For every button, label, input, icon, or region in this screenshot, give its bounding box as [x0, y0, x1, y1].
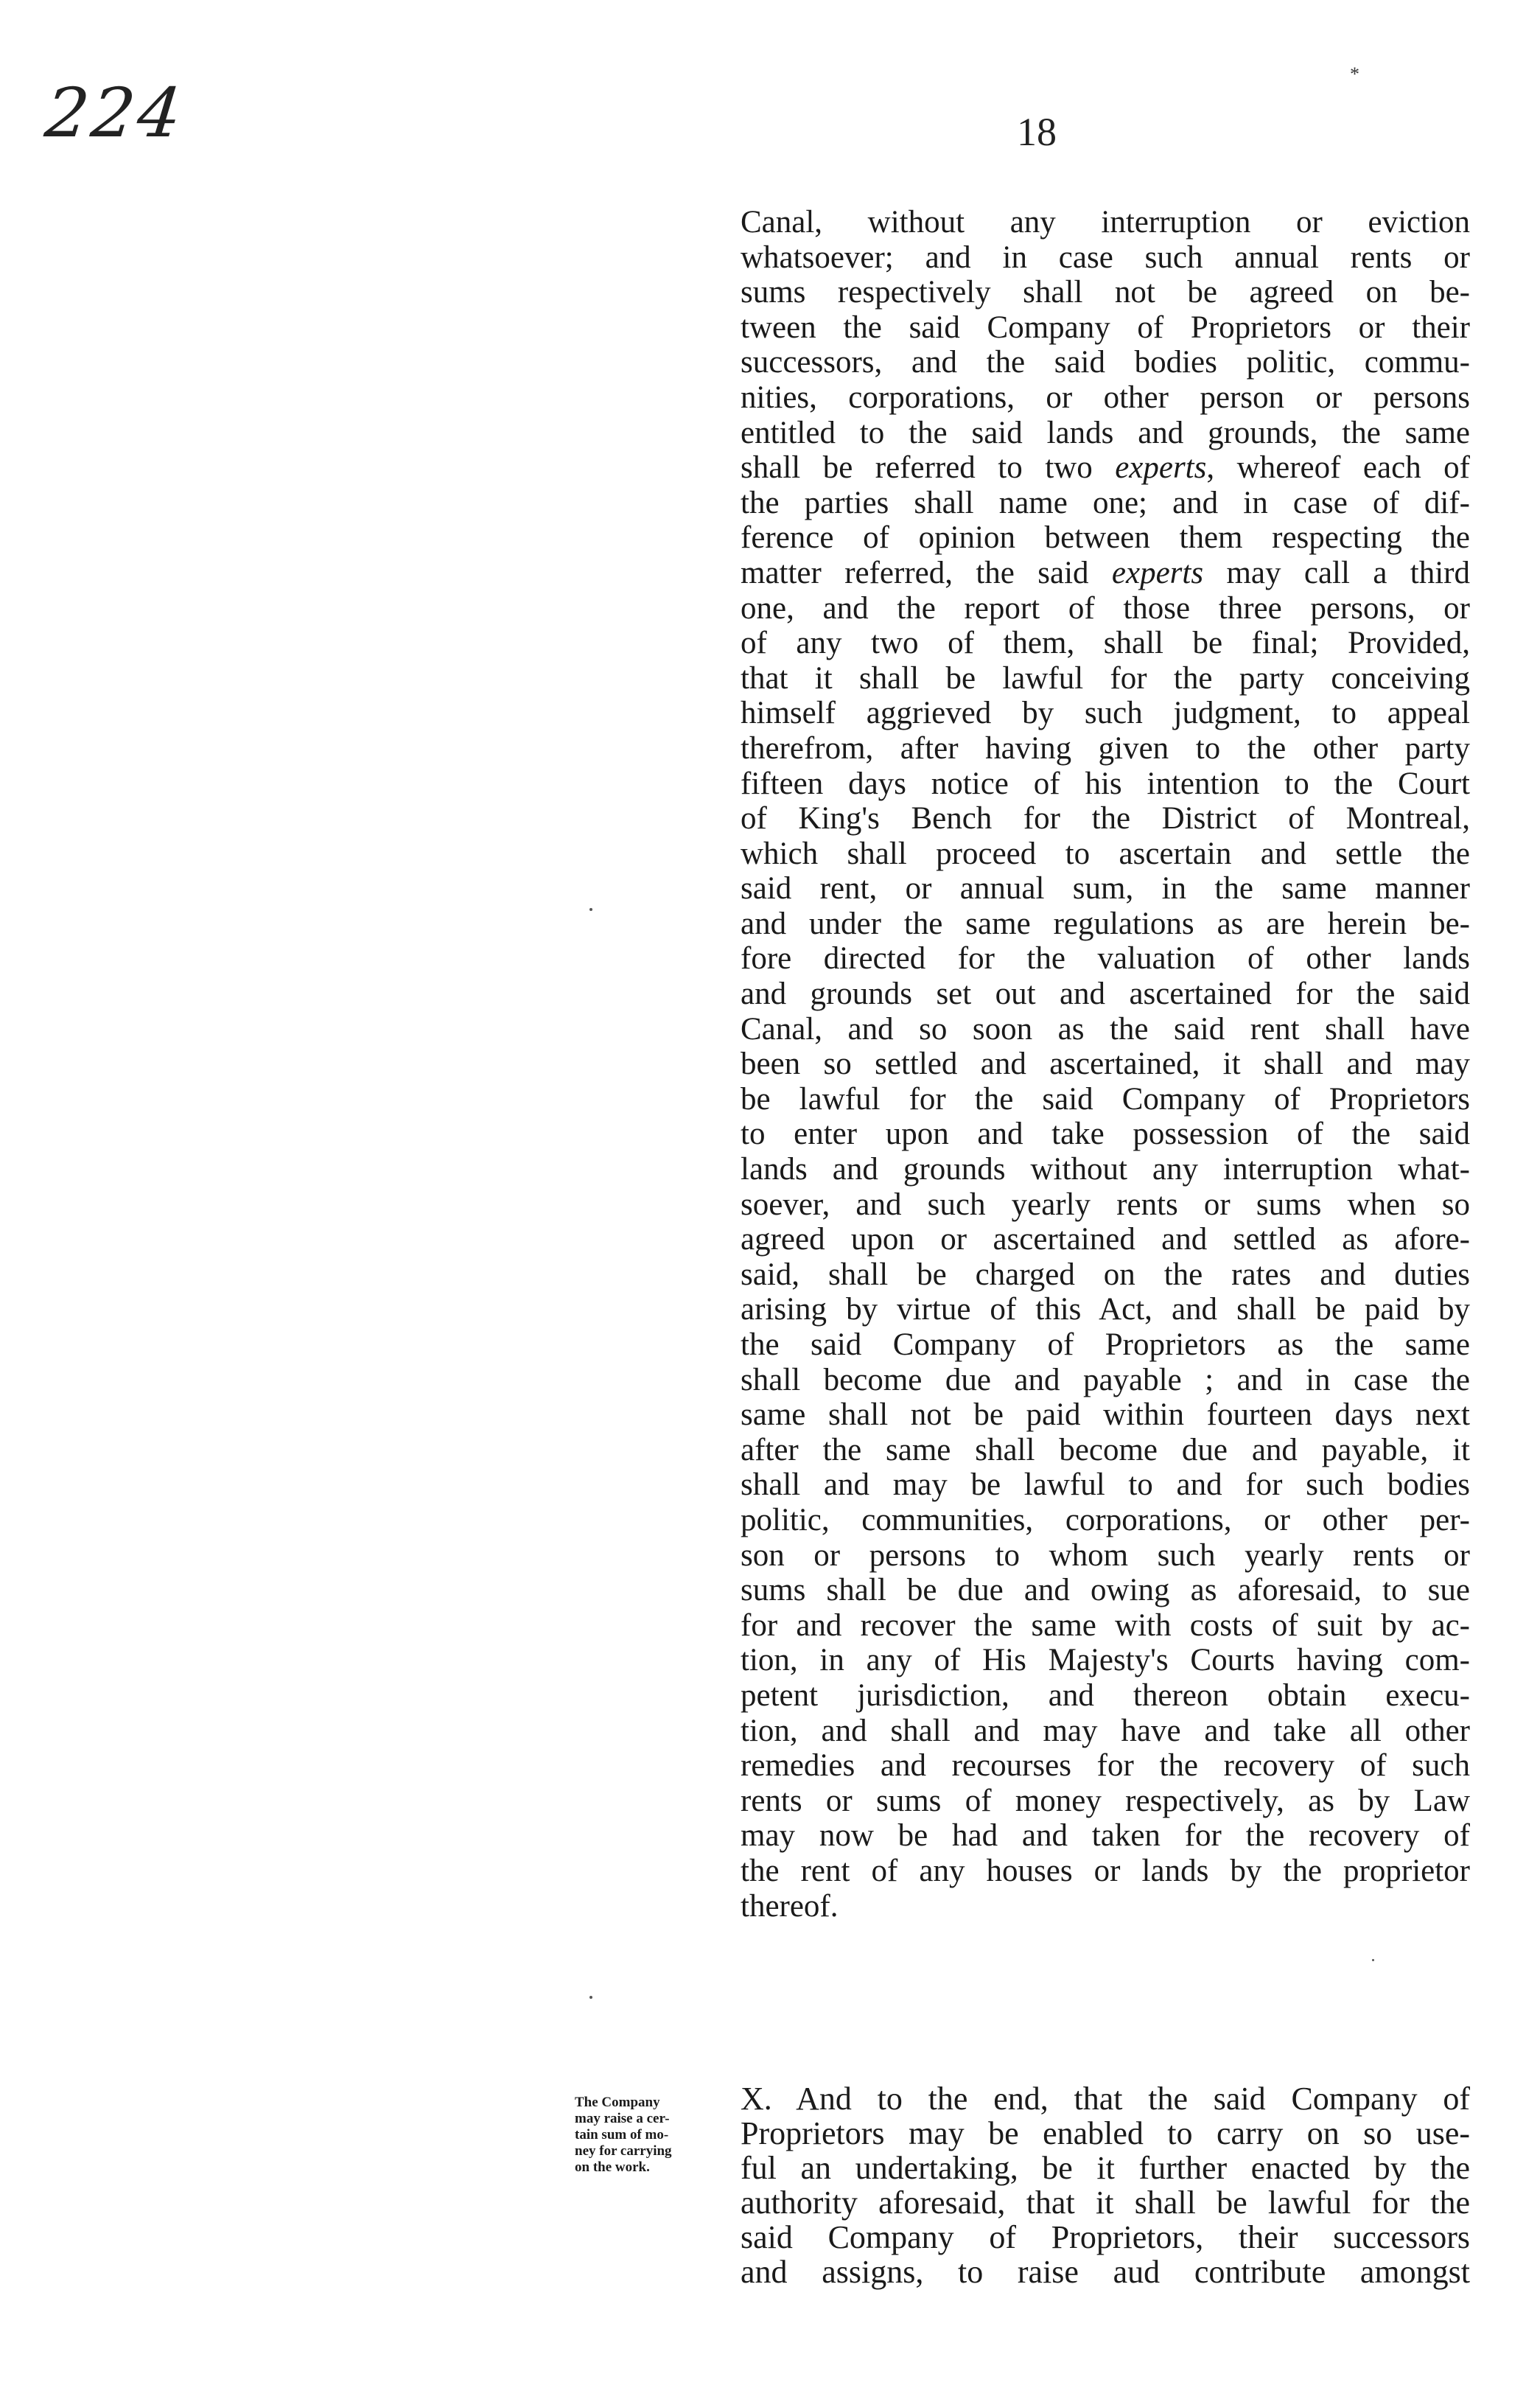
body-line: tion, and shall and may have and take all other: [741, 1713, 1470, 1748]
body-text-column: [741, 205, 1470, 1924]
body-line: nities, corporations, or other person or persons: [741, 380, 1470, 415]
body-line: and under the same regulations as are herein be-: [741, 906, 1470, 941]
margin-note-line: on the work.: [575, 2159, 650, 2175]
section-line: and assigns, to raise aud contribute amongst: [741, 2254, 1470, 2290]
body-line: successors, and the said bodies politic, commu-: [741, 345, 1470, 380]
handwritten-folio-number: 224: [41, 74, 189, 153]
print-speck: [589, 1996, 592, 1999]
margin-note-line: tain sum of mo-: [575, 2127, 669, 2143]
body-line: for and recover the same with costs of suit by ac-: [741, 1607, 1470, 1643]
margin-note-line: may raise a cer-: [575, 2111, 670, 2126]
body-line: whatsoever; and in case such annual rents or: [741, 240, 1470, 275]
body-line: same shall not be paid within fourteen days next: [741, 1397, 1470, 1433]
body-line: sums respectively shall not be agreed on be-: [741, 275, 1470, 310]
body-line: soever, and such yearly rents or sums when so: [741, 1187, 1470, 1222]
body-line: ference of opinion between them respecting the: [741, 520, 1470, 556]
body-line: arising by virtue of this Act, and shall be paid by: [741, 1292, 1470, 1327]
body-line: the said Company of Proprietors as the same: [741, 1327, 1470, 1362]
body-line: entitled to the said lands and grounds, the same: [741, 415, 1470, 450]
body-line: Canal, and so soon as the said rent shall have: [741, 1011, 1470, 1047]
section-line: said Company of Proprietors, their successors: [741, 2219, 1470, 2255]
body-line: himself aggrieved by such judgment, to appeal: [741, 696, 1470, 731]
section-line: ful an undertaking, be it further enacted by the: [741, 2150, 1470, 2186]
body-line: remedies and recourses for the recovery of such: [741, 1748, 1470, 1784]
body-line: that it shall be lawful for the party conceiving: [741, 660, 1470, 696]
italic-term: experts: [1115, 450, 1207, 486]
margin-note-line: ney for carrying: [575, 2143, 672, 2159]
body-line: rents or sums of money respectively, as by Law: [741, 1783, 1470, 1818]
body-line: Canal, without any interruption or eviction: [741, 205, 1470, 240]
section-x-text: [741, 2081, 1470, 2289]
body-line: tween the said Company of Proprietors or their: [741, 310, 1470, 345]
body-line: of any two of them, shall be final; Provided,: [741, 626, 1470, 661]
body-line: thereof.: [741, 1888, 839, 1924]
body-line: be lawful for the said Company of Proprietors: [741, 1081, 1470, 1117]
body-line: to enter upon and take possession of the said: [741, 1117, 1470, 1152]
body-line: agreed upon or ascertained and settled as afore-: [741, 1222, 1470, 1257]
body-line: son or persons to whom such yearly rents or: [741, 1537, 1470, 1573]
body-line: politic, communities, corporations, or other per-: [741, 1502, 1470, 1537]
margin-note: [575, 2095, 715, 2176]
body-line: sums shall be due and owing as aforesaid, to sue: [741, 1573, 1470, 1608]
print-speck: [589, 908, 592, 911]
body-line: tion, in any of His Majesty's Courts having com-: [741, 1643, 1470, 1678]
body-line: matter referred, the said experts may call a third: [741, 555, 1470, 590]
body-line: been so settled and ascertained, it shall and may: [741, 1047, 1470, 1082]
page-number: 18: [1017, 110, 1057, 154]
body-line: shall be referred to two experts, whereof each of: [741, 450, 1470, 486]
section-line: Proprietors may be enabled to carry on so use-: [741, 2115, 1470, 2151]
body-line: may now be had and taken for the recovery of: [741, 1818, 1470, 1854]
body-line: lands and grounds without any interruption what-: [741, 1152, 1470, 1187]
body-line: of King's Bench for the District of Montreal,: [741, 801, 1470, 837]
body-line: petent jurisdiction, and thereon obtain execu-: [741, 1677, 1470, 1713]
body-line: and grounds set out and ascertained for the said: [741, 977, 1470, 1012]
body-line: said, shall be charged on the rates and duties: [741, 1257, 1470, 1292]
body-line: shall and may be lawful to and for such bodies: [741, 1467, 1470, 1503]
italic-term: experts: [1111, 555, 1204, 590]
section-line: authority aforesaid, that it shall be lawful for the: [741, 2185, 1470, 2221]
corner-mark: *: [1350, 63, 1359, 85]
body-line: said rent, or annual sum, in the same manner: [741, 871, 1470, 907]
body-line: one, and the report of those three persons, or: [741, 590, 1470, 626]
body-line: fifteen days notice of his intention to the Court: [741, 766, 1470, 801]
body-line: the rent of any houses or lands by the proprietor: [741, 1853, 1470, 1888]
body-line: which shall proceed to ascertain and settle the: [741, 836, 1470, 871]
body-line: shall become due and payable ; and in case the: [741, 1362, 1470, 1397]
body-line: fore directed for the valuation of other lands: [741, 941, 1470, 977]
margin-note-line: The Company: [575, 2095, 660, 2110]
body-line: therefrom, after having given to the other party: [741, 730, 1470, 766]
print-speck: [1372, 1959, 1374, 1961]
section-line: X. And to the end, that the said Company of: [741, 2081, 1470, 2117]
body-line: after the same shall become due and payable, it: [741, 1432, 1470, 1467]
body-line: the parties shall name one; and in case of dif-: [741, 485, 1470, 520]
